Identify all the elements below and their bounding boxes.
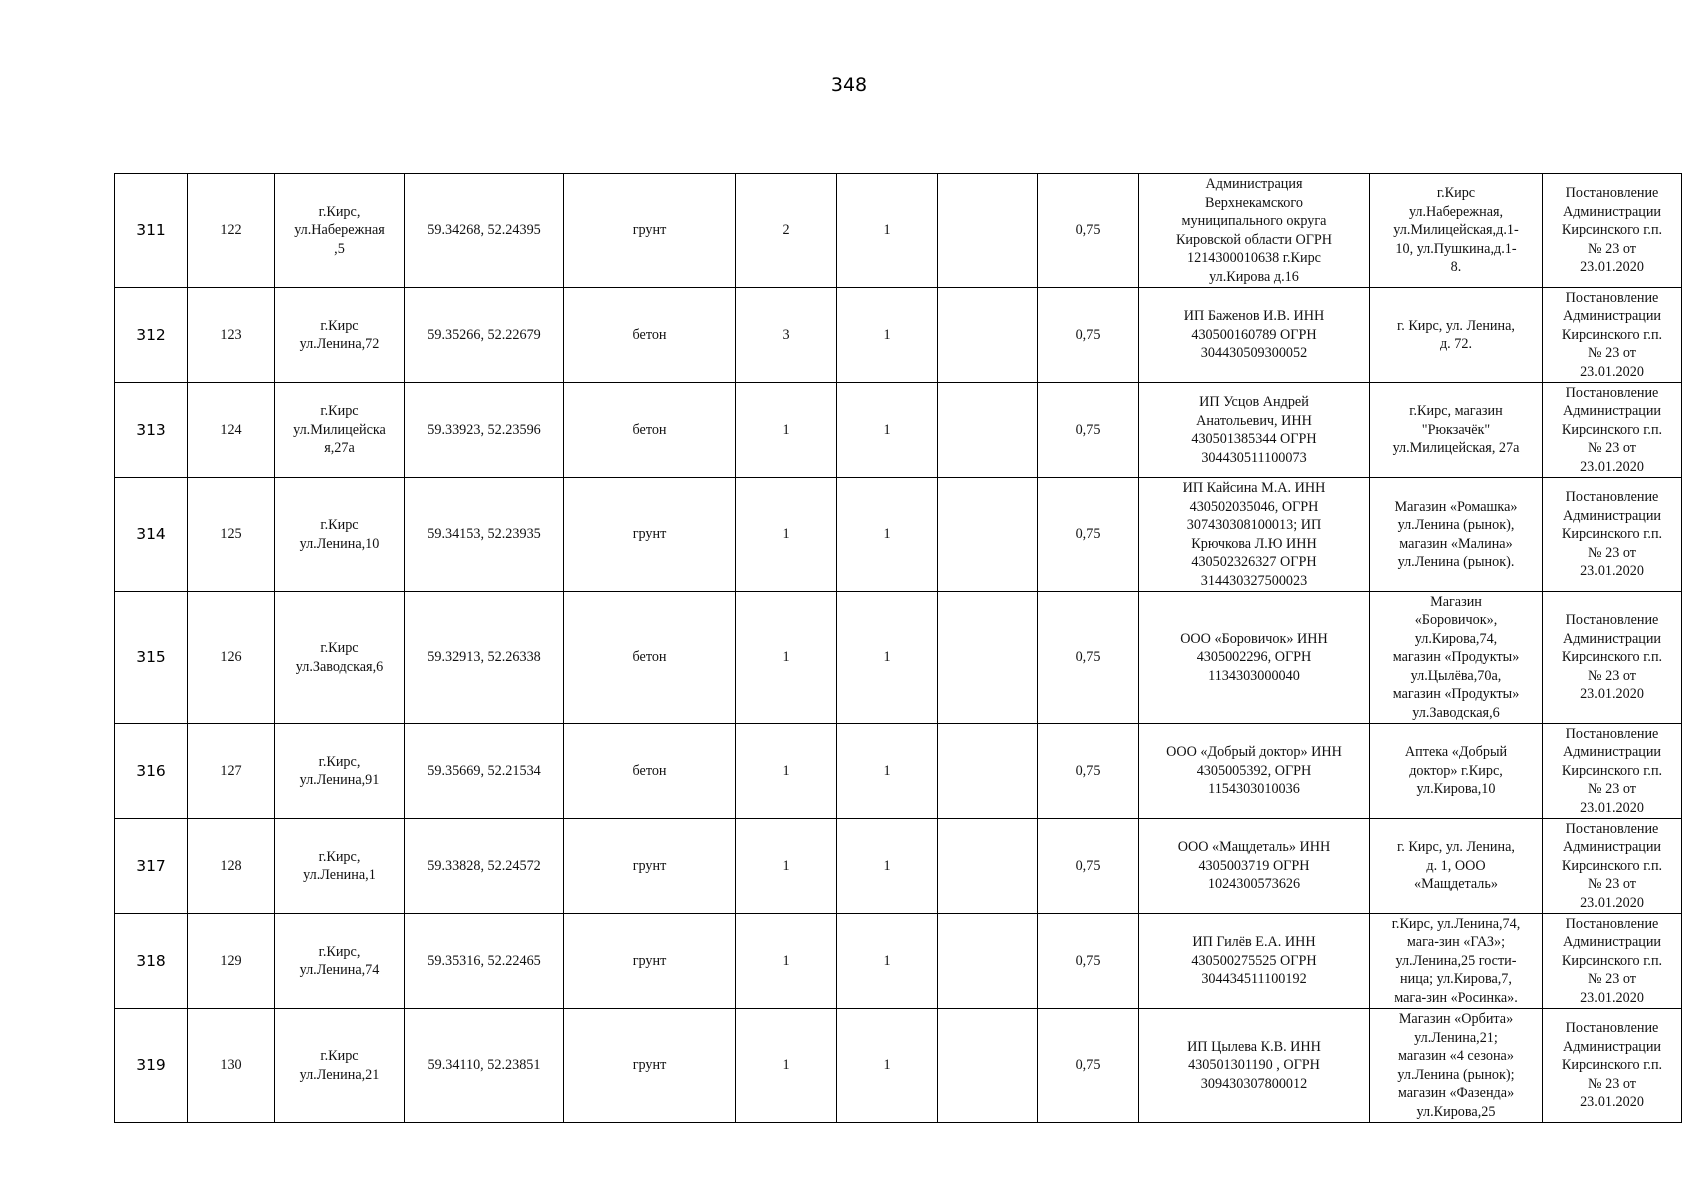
decree-reference: Постановление Администрации Кирсинского г.п. № 23 от 23.01.2020 [1543,1009,1682,1123]
site-owner: ООО «Боровичок» ИНН 4305002296, ОГРН 1134303000040 [1139,592,1370,724]
container-volume: 0,75 [1038,478,1139,592]
waste-sources: г.Кирс, магазин "Рюкзачёк" ул.Милицейская, 27а [1370,383,1543,478]
row-number: 311 [115,174,188,288]
waste-sources: г.Кирс, ул.Ленина,74, мага-зин «ГАЗ»; ул.Ленина,25 гости- ница; ул.Кирова,7, мага-зин «Росинка». [1370,914,1543,1009]
row-number: 315 [115,592,188,724]
site-number: 130 [188,1009,275,1123]
empty-cell [938,914,1038,1009]
table-row [115,288,1682,383]
container-count-secondary: 1 [837,174,938,288]
surface-type: бетон [564,288,736,383]
surface-type: грунт [564,174,736,288]
waste-sources: Магазин «Боровичок», ул.Кирова,74, магазин «Продукты» ул.Цылёва,70а, магазин «Продукты» ул.Заводская,6 [1370,592,1543,724]
container-volume: 0,75 [1038,592,1139,724]
decree-reference: Постановление Администрации Кирсинского г.п. № 23 от 23.01.2020 [1543,819,1682,914]
table-row [115,819,1682,914]
site-address: г.Кирс, ул.Ленина,1 [275,819,405,914]
row-number: 319 [115,1009,188,1123]
container-count: 1 [736,914,837,1009]
waste-sources: Аптека «Добрый доктор» г.Кирс, ул.Кирова,10 [1370,724,1543,819]
page-number: 348 [830,74,868,96]
surface-type: грунт [564,478,736,592]
table-row [115,174,1682,288]
site-number: 123 [188,288,275,383]
container-volume: 0,75 [1038,288,1139,383]
container-count-secondary: 1 [837,1009,938,1123]
container-count: 1 [736,478,837,592]
site-owner: ИП Цылева К.В. ИНН 430501301190 , ОГРН 309430307800012 [1139,1009,1370,1123]
site-number: 129 [188,914,275,1009]
container-volume: 0,75 [1038,383,1139,478]
container-count-secondary: 1 [837,914,938,1009]
empty-cell [938,819,1038,914]
decree-reference: Постановление Администрации Кирсинского г.п. № 23 от 23.01.2020 [1543,914,1682,1009]
site-coordinates: 59.34153, 52.23935 [405,478,564,592]
container-count: 1 [736,1009,837,1123]
container-count-secondary: 1 [837,288,938,383]
site-address: г.Кирс ул.Милицейска я,27а [275,383,405,478]
row-number: 314 [115,478,188,592]
empty-cell [938,383,1038,478]
table-row [115,914,1682,1009]
container-count: 1 [736,724,837,819]
surface-type: бетон [564,592,736,724]
container-volume: 0,75 [1038,1009,1139,1123]
surface-type: бетон [564,724,736,819]
site-owner: ООО «Мащдеталь» ИНН 4305003719 ОГРН 1024300573626 [1139,819,1370,914]
site-number: 126 [188,592,275,724]
waste-sites-table [114,173,1682,1123]
container-count: 2 [736,174,837,288]
waste-sources: Магазин «Ромашка» ул.Ленина (рынок), магазин «Малина» ул.Ленина (рынок). [1370,478,1543,592]
site-number: 124 [188,383,275,478]
site-address: г.Кирс, ул.Ленина,91 [275,724,405,819]
empty-cell [938,288,1038,383]
site-owner: ИП Гилёв Е.А. ИНН 430500275525 ОГРН 304434511100192 [1139,914,1370,1009]
site-owner: ИП Усцов Андрей Анатольевич, ИНН 430501385344 ОГРН 304430511100073 [1139,383,1370,478]
surface-type: грунт [564,1009,736,1123]
container-count: 1 [736,592,837,724]
site-coordinates: 59.33923, 52.23596 [405,383,564,478]
decree-reference: Постановление Администрации Кирсинского г.п. № 23 от 23.01.2020 [1543,288,1682,383]
table-row [115,1009,1682,1123]
table-row [115,383,1682,478]
row-number: 317 [115,819,188,914]
site-coordinates: 59.35266, 52.22679 [405,288,564,383]
site-number: 122 [188,174,275,288]
site-address: г.Кирс ул.Ленина,10 [275,478,405,592]
empty-cell [938,592,1038,724]
surface-type: бетон [564,383,736,478]
site-address: г.Кирс ул.Заводская,6 [275,592,405,724]
site-address: г.Кирс ул.Ленина,21 [275,1009,405,1123]
site-number: 128 [188,819,275,914]
container-count-secondary: 1 [837,592,938,724]
site-coordinates: 59.34268, 52.24395 [405,174,564,288]
site-coordinates: 59.34110, 52.23851 [405,1009,564,1123]
site-address: г.Кирс, ул.Ленина,74 [275,914,405,1009]
row-number: 318 [115,914,188,1009]
empty-cell [938,174,1038,288]
table-row [115,592,1682,724]
container-volume: 0,75 [1038,914,1139,1009]
decree-reference: Постановление Администрации Кирсинского г.п. № 23 от 23.01.2020 [1543,383,1682,478]
site-address: г.Кирс, ул.Набережная ,5 [275,174,405,288]
table-row [115,478,1682,592]
container-count: 1 [736,383,837,478]
table-row [115,724,1682,819]
row-number: 312 [115,288,188,383]
container-volume: 0,75 [1038,724,1139,819]
site-coordinates: 59.33828, 52.24572 [405,819,564,914]
waste-sources: Магазин «Орбита» ул.Ленина,21; магазин «4 сезона» ул.Ленина (рынок); магазин «Фазенда» ул.Кирова,25 [1370,1009,1543,1123]
decree-reference: Постановление Администрации Кирсинского г.п. № 23 от 23.01.2020 [1543,592,1682,724]
container-count-secondary: 1 [837,478,938,592]
row-number: 316 [115,724,188,819]
container-count-secondary: 1 [837,383,938,478]
site-owner: ИП Кайсина М.А. ИНН 430502035046, ОГРН 307430308100013; ИП Крючкова Л.Ю ИНН 430502326327 ОГРН 314430327500023 [1139,478,1370,592]
site-coordinates: 59.35669, 52.21534 [405,724,564,819]
container-volume: 0,75 [1038,819,1139,914]
site-number: 127 [188,724,275,819]
decree-reference: Постановление Администрации Кирсинского г.п. № 23 от 23.01.2020 [1543,174,1682,288]
site-coordinates: 59.35316, 52.22465 [405,914,564,1009]
site-address: г.Кирс ул.Ленина,72 [275,288,405,383]
site-coordinates: 59.32913, 52.26338 [405,592,564,724]
container-count: 3 [736,288,837,383]
site-owner: ООО «Добрый доктор» ИНН 4305005392, ОГРН 1154303010036 [1139,724,1370,819]
surface-type: грунт [564,819,736,914]
row-number: 313 [115,383,188,478]
waste-sources: г.Кирс ул.Набережная, ул.Милицейская,д.1- 10, ул.Пушкина,д.1- 8. [1370,174,1543,288]
container-volume: 0,75 [1038,174,1139,288]
decree-reference: Постановление Администрации Кирсинского г.п. № 23 от 23.01.2020 [1543,724,1682,819]
container-count-secondary: 1 [837,724,938,819]
empty-cell [938,478,1038,592]
waste-sources: г. Кирс, ул. Ленина, д. 1, ООО «Мащдеталь» [1370,819,1543,914]
container-count-secondary: 1 [837,819,938,914]
empty-cell [938,724,1038,819]
container-count: 1 [736,819,837,914]
site-owner: Администрация Верхнекамского муниципального округа Кировской области ОГРН 1214300010638 г.Кирс ул.Кирова д.16 [1139,174,1370,288]
site-number: 125 [188,478,275,592]
surface-type: грунт [564,914,736,1009]
decree-reference: Постановление Администрации Кирсинского г.п. № 23 от 23.01.2020 [1543,478,1682,592]
site-owner: ИП Баженов И.В. ИНН 430500160789 ОГРН 304430509300052 [1139,288,1370,383]
empty-cell [938,1009,1038,1123]
waste-sources: г. Кирс, ул. Ленина, д. 72. [1370,288,1543,383]
